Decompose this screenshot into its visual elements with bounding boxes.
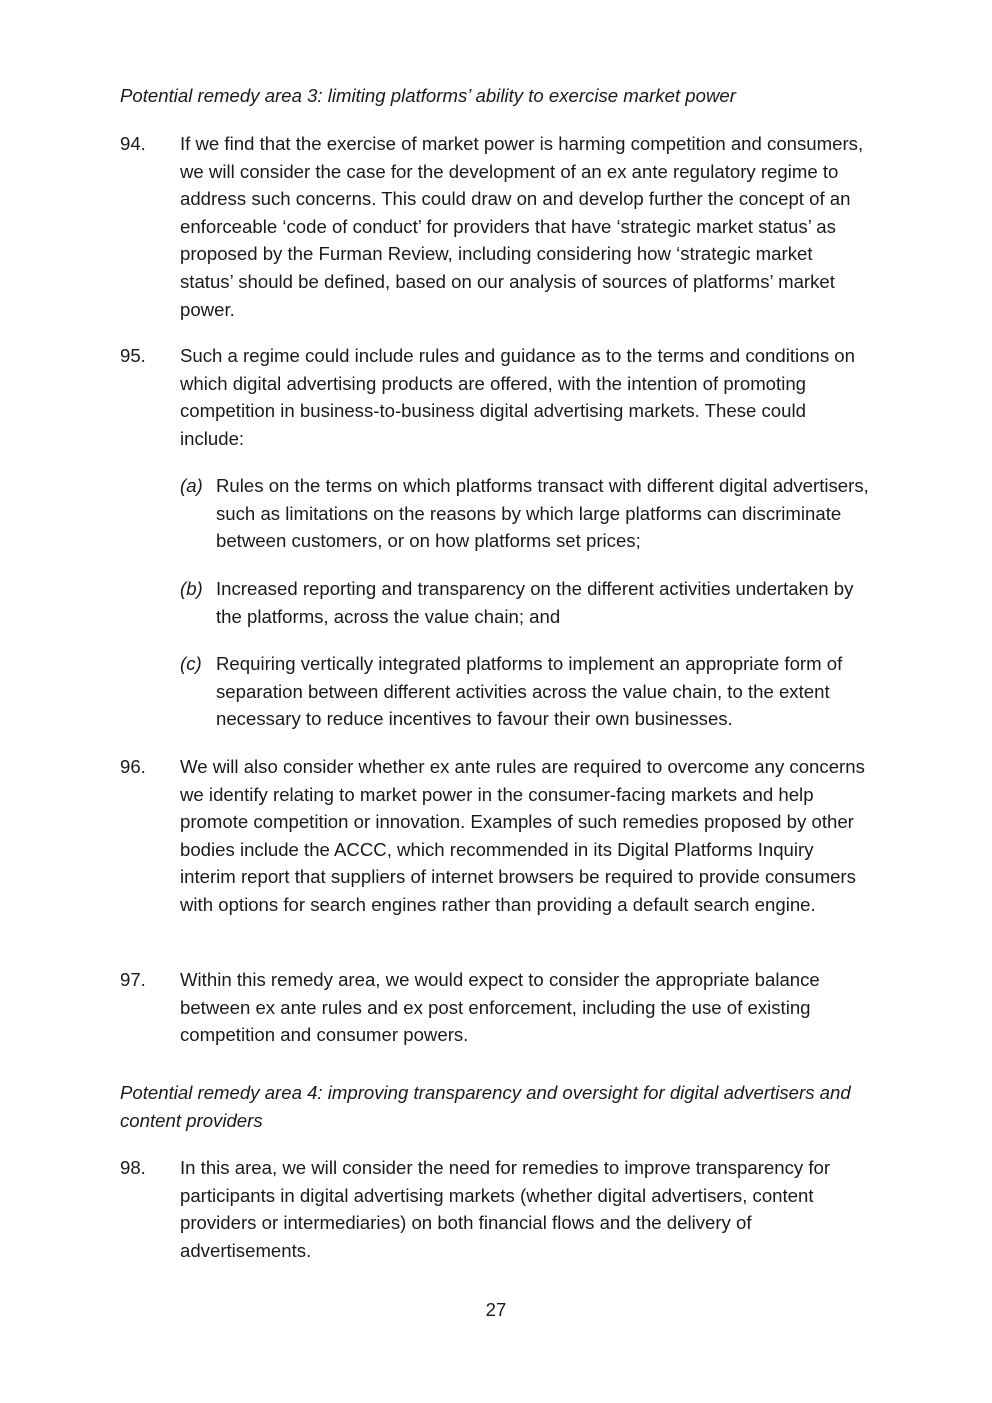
paragraph-text: If we find that the exercise of market power is harming competition and consumers, we will consider the case for the development of an ex ante regulatory regime to address such concerns. This could draw on and develop further the concept of an enforceable ‘code of conduct’ for providers that have ‘strategic market status’ as proposed by the Furman Review, including considering how ‘strategic market status’ should be defined, based on our analysis of sources of platforms’ market power. <box>180 133 864 320</box>
paragraph-text: We will also consider whether ex ante rules are required to overcome any concerns we identify relating to market power in the consumer-facing markets and help promote competition or innovation. Examples of such remedies proposed by other bodies include the ACCC, which recommended in its Digital Platforms Inquiry interim report that suppliers of internet browsers be required to provide consumers with options for search engines rather than providing a default search engine. <box>180 756 865 915</box>
paragraph-number: 96. <box>120 756 146 777</box>
sub-item-text: Increased reporting and transparency on the different activities undertaken by the platforms, across the value chain; and <box>216 578 854 627</box>
paragraph-number: 94. <box>120 133 146 154</box>
paragraph-text: Such a regime could include rules and guidance as to the terms and conditions on which digital advertising products are offered, with the intention of promoting competition in business-to-business digital advertising markets. These could include: <box>180 345 855 449</box>
paragraph-98 <box>120 1154 880 1264</box>
paragraph-96 <box>120 753 880 919</box>
paragraph-97 <box>120 966 880 1049</box>
sub-item-b <box>180 575 880 630</box>
paragraph-number: 97. <box>120 969 146 990</box>
section-heading-remedy-area-4: Potential remedy area 4: improving transparency and oversight for digital advertisers and content providers <box>120 1082 851 1131</box>
sub-item-letter: (b) <box>180 578 203 599</box>
sub-item-c <box>180 650 880 733</box>
sub-item-letter: (a) <box>180 475 203 496</box>
paragraph-text: Within this remedy area, we would expect to consider the appropriate balance between ex ante rules and ex post enforcement, including the use of existing competition and consumer powers. <box>180 969 820 1046</box>
paragraph-number: 98. <box>120 1157 146 1178</box>
page-number: 27 <box>485 1299 507 1320</box>
sub-item-letter: (c) <box>180 653 202 674</box>
paragraph-94 <box>120 130 880 323</box>
sub-item-text: Requiring vertically integrated platforms to implement an appropriate form of separation between different activities across the value chain, to the extent necessary to reduce incentives to favour their own businesses. <box>216 653 843 730</box>
section-heading-remedy-area-3: Potential remedy area 3: limiting platforms’ ability to exercise market power <box>120 85 736 106</box>
sub-item-a <box>180 472 880 555</box>
paragraph-95 <box>120 342 880 452</box>
paragraph-text: In this area, we will consider the need for remedies to improve transparency for participants in digital advertising markets (whether digital advertisers, content providers or intermediaries) on both financial flows and the delivery of advertisements. <box>180 1157 831 1261</box>
sub-item-text: Rules on the terms on which platforms transact with different digital advertisers, such as limitations on the reasons by which large platforms can discriminate between customers, or on how platforms set prices; <box>216 475 869 552</box>
paragraph-number: 95. <box>120 345 146 366</box>
